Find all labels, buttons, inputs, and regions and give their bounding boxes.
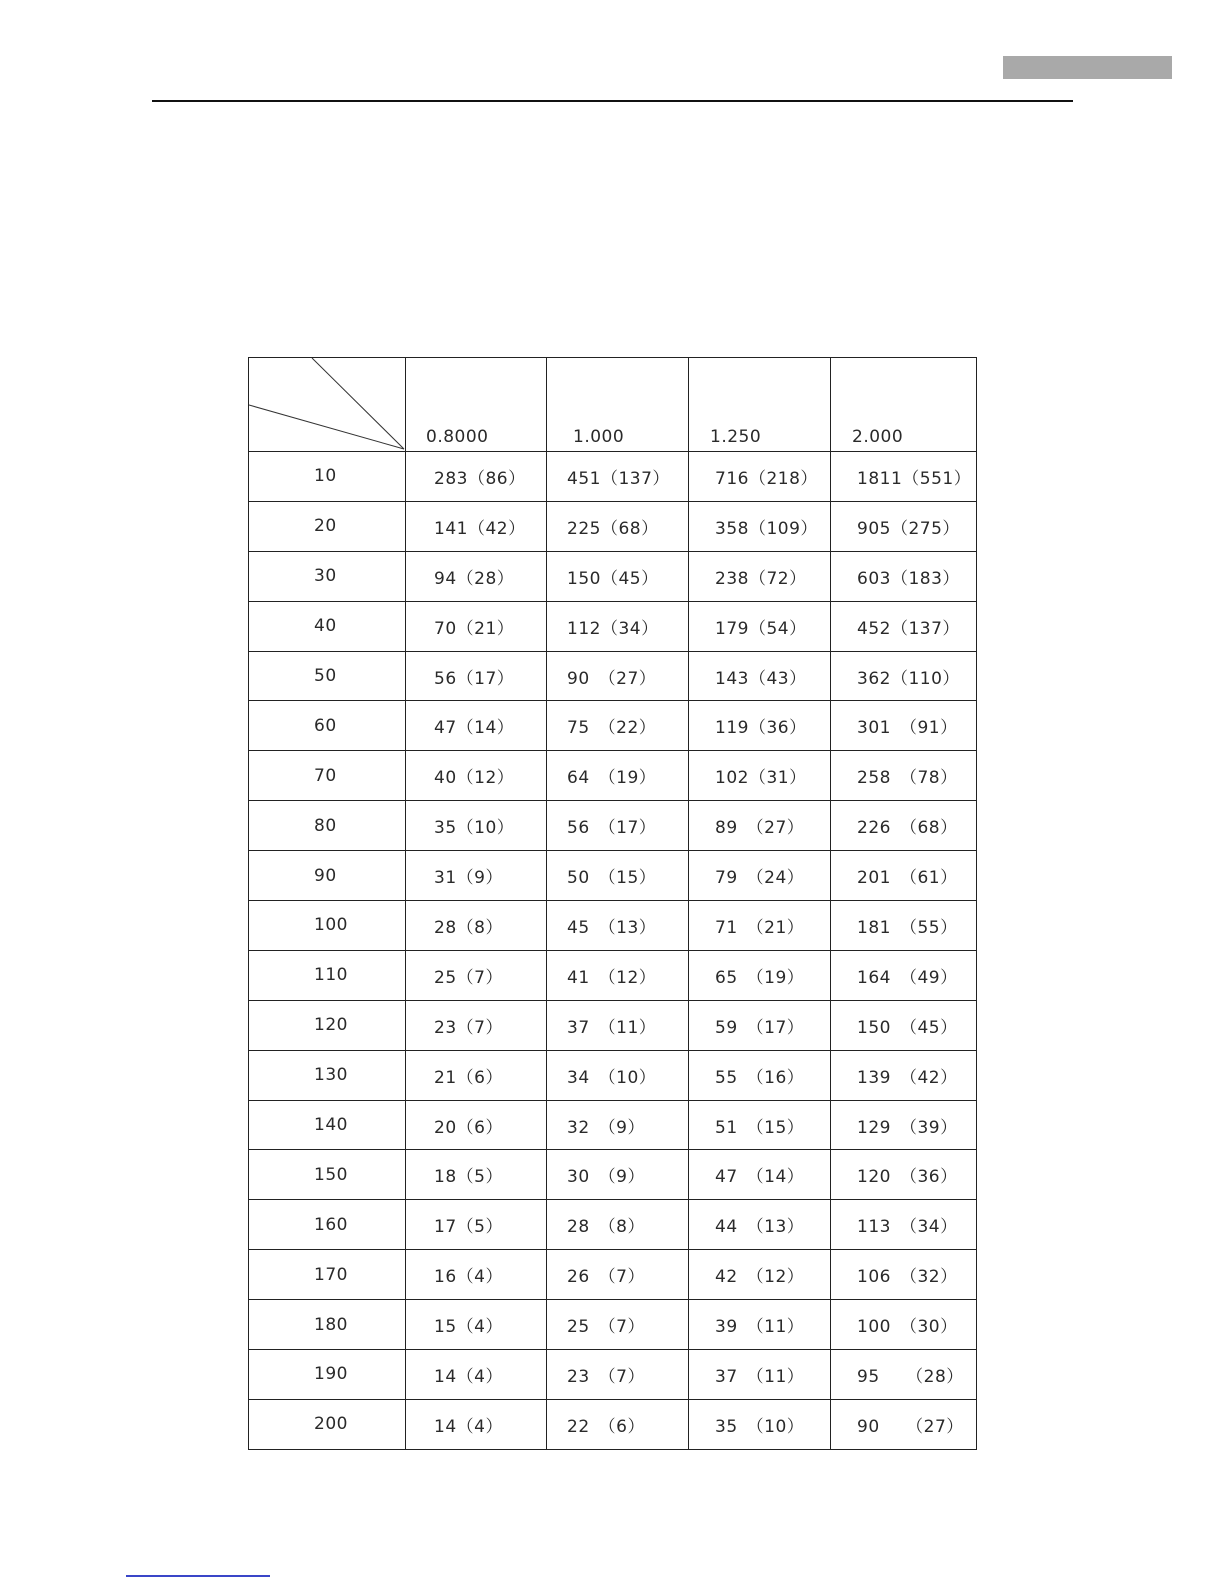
table-cell: 20（6） <box>406 1101 547 1150</box>
row-label: 180 <box>249 1300 406 1349</box>
table-cell: 79 （24） <box>689 851 831 900</box>
table-cell: 30 （9） <box>547 1150 689 1199</box>
table-cell: 94（28） <box>406 552 547 601</box>
table-cell: 59 （17） <box>689 1001 831 1050</box>
footer-link-underline <box>126 1575 270 1577</box>
table-cell: 25 （7） <box>547 1300 689 1349</box>
table-cell: 42 （12） <box>689 1250 831 1299</box>
row-label: 60 <box>249 701 406 750</box>
table-cell: 44 （13） <box>689 1200 831 1249</box>
table-row <box>249 602 976 652</box>
data-table <box>248 357 977 1450</box>
column-header-label: 2.000 <box>852 427 904 447</box>
table-cell: 26 （7） <box>547 1250 689 1299</box>
column-header <box>406 358 547 451</box>
row-label: 110 <box>249 951 406 1000</box>
table-row <box>249 1150 976 1200</box>
table-cell: 14（4） <box>406 1400 547 1449</box>
row-label: 190 <box>249 1350 406 1399</box>
table-cell: 141（42） <box>406 502 547 551</box>
table-cell: 89 （27） <box>689 801 831 850</box>
table-cell: 75 （22） <box>547 701 689 750</box>
table-row <box>249 951 976 1001</box>
table-cell: 164 （49） <box>857 967 958 988</box>
table-cell: 201 （61） <box>857 868 958 889</box>
table-cell: 47（14） <box>406 701 547 750</box>
table-cell: 65 （19） <box>689 951 831 1000</box>
table-cell: 905（275） <box>857 518 960 539</box>
row-label: 160 <box>249 1200 406 1249</box>
row-label: 10 <box>249 452 406 501</box>
table-cell: 90 （27） <box>857 1416 964 1437</box>
table-cell: 31（9） <box>406 851 547 900</box>
row-label: 120 <box>249 1001 406 1050</box>
row-label: 170 <box>249 1250 406 1299</box>
table-cell: 40（12） <box>406 751 547 800</box>
table-cell: 301 （91） <box>857 718 958 739</box>
header-rule <box>152 100 1073 102</box>
table-cell: 143（43） <box>689 652 831 701</box>
table-cell: 47 （14） <box>689 1150 831 1199</box>
table-cell: 55 （16） <box>689 1051 831 1100</box>
table-row <box>249 1400 976 1449</box>
table-cell: 95 （28） <box>857 1366 964 1387</box>
table-cell: 23（7） <box>406 1001 547 1050</box>
table-row <box>249 801 976 851</box>
table-cell: 452（137） <box>857 618 960 639</box>
table-cell: 226 （68） <box>857 818 958 839</box>
table-row <box>249 701 976 751</box>
table-row <box>249 1101 976 1151</box>
table-cell: 90 （27） <box>547 652 689 701</box>
table-cell: 119（36） <box>689 701 831 750</box>
table-row <box>249 901 976 951</box>
diagonal-lines <box>249 358 405 450</box>
table-cell: 358（109） <box>689 502 831 551</box>
header-bar <box>1003 56 1172 79</box>
table-cell: 100 （30） <box>857 1317 958 1338</box>
table-cell: 35（10） <box>406 801 547 850</box>
row-label: 30 <box>249 552 406 601</box>
table-cell: 71 （21） <box>689 901 831 950</box>
table-cell: 28（8） <box>406 901 547 950</box>
row-label: 140 <box>249 1101 406 1150</box>
column-header <box>689 358 831 451</box>
table-row <box>249 1350 976 1400</box>
table-row <box>249 1001 976 1051</box>
table-cell: 102（31） <box>689 751 831 800</box>
table-cell: 23 （7） <box>547 1350 689 1399</box>
row-label: 200 <box>249 1400 406 1449</box>
table-cell: 45 （13） <box>547 901 689 950</box>
table-cell: 258 （78） <box>857 768 958 789</box>
table-cell: 1811（551） <box>857 468 972 489</box>
table-cell: 70（21） <box>406 602 547 651</box>
table-cell: 51 （15） <box>689 1101 831 1150</box>
table-row <box>249 652 976 702</box>
row-label: 70 <box>249 751 406 800</box>
table-cell: 451（137） <box>547 452 689 501</box>
row-label: 90 <box>249 851 406 900</box>
table-cell: 56（17） <box>406 652 547 701</box>
table-row <box>249 1051 976 1101</box>
table-cell: 37 （11） <box>689 1350 831 1399</box>
table-body <box>249 452 976 1449</box>
table-row <box>249 851 976 901</box>
table-cell: 225（68） <box>547 502 689 551</box>
table-cell: 32 （9） <box>547 1101 689 1150</box>
table-cell: 15（4） <box>406 1300 547 1349</box>
column-header-label: 1.000 <box>573 427 625 447</box>
table-cell: 150（45） <box>547 552 689 601</box>
row-label: 100 <box>249 901 406 950</box>
column-header <box>547 358 689 451</box>
table-cell: 139 （42） <box>857 1067 958 1088</box>
table-row <box>249 502 976 552</box>
table-cell: 41 （12） <box>547 951 689 1000</box>
table-cell: 28 （8） <box>547 1200 689 1249</box>
table-row <box>249 1250 976 1300</box>
row-label: 150 <box>249 1150 406 1199</box>
table-cell: 179（54） <box>689 602 831 651</box>
table-cell: 283（86） <box>406 452 547 501</box>
table-cell: 21（6） <box>406 1051 547 1100</box>
table-cell: 37 （11） <box>547 1001 689 1050</box>
table-cell: 106 （32） <box>857 1267 958 1288</box>
row-label: 40 <box>249 602 406 651</box>
table-cell: 34 （10） <box>547 1051 689 1100</box>
row-label: 50 <box>249 652 406 701</box>
table-cell: 39 （11） <box>689 1300 831 1349</box>
table-cell: 112（34） <box>547 602 689 651</box>
column-header-label: 1.250 <box>710 427 762 447</box>
table-cell: 238（72） <box>689 552 831 601</box>
table-cell: 113 （34） <box>857 1217 958 1238</box>
table-cell: 50 （15） <box>547 851 689 900</box>
table-cell: 18（5） <box>406 1150 547 1199</box>
table-cell: 120 （36） <box>857 1167 958 1188</box>
table-cell: 181 （55） <box>857 917 958 938</box>
row-label: 130 <box>249 1051 406 1100</box>
table-row <box>249 1200 976 1250</box>
table-cell: 35 （10） <box>689 1400 831 1449</box>
table-cell: 17（5） <box>406 1200 547 1249</box>
table-row <box>249 1300 976 1350</box>
table-cell: 362（110） <box>857 668 960 689</box>
table-row <box>249 751 976 801</box>
table-row <box>249 452 976 502</box>
table-cell: 56 （17） <box>547 801 689 850</box>
row-label: 20 <box>249 502 406 551</box>
table-cell: 129 （39） <box>857 1117 958 1138</box>
table-cell: 150 （45） <box>857 1017 958 1038</box>
table-cell: 716（218） <box>689 452 831 501</box>
table-cell: 22 （6） <box>547 1400 689 1449</box>
table-cell: 603（183） <box>857 568 960 589</box>
column-header-label: 0.8000 <box>426 427 489 447</box>
table-header-row <box>249 358 976 452</box>
column-header <box>831 358 976 451</box>
row-label: 80 <box>249 801 406 850</box>
table-cell: 14（4） <box>406 1350 547 1399</box>
table-cell: 64 （19） <box>547 751 689 800</box>
table-cell: 16（4） <box>406 1250 547 1299</box>
table-cell: 25（7） <box>406 951 547 1000</box>
diagonal-header-cell <box>249 358 406 451</box>
table-row <box>249 552 976 602</box>
